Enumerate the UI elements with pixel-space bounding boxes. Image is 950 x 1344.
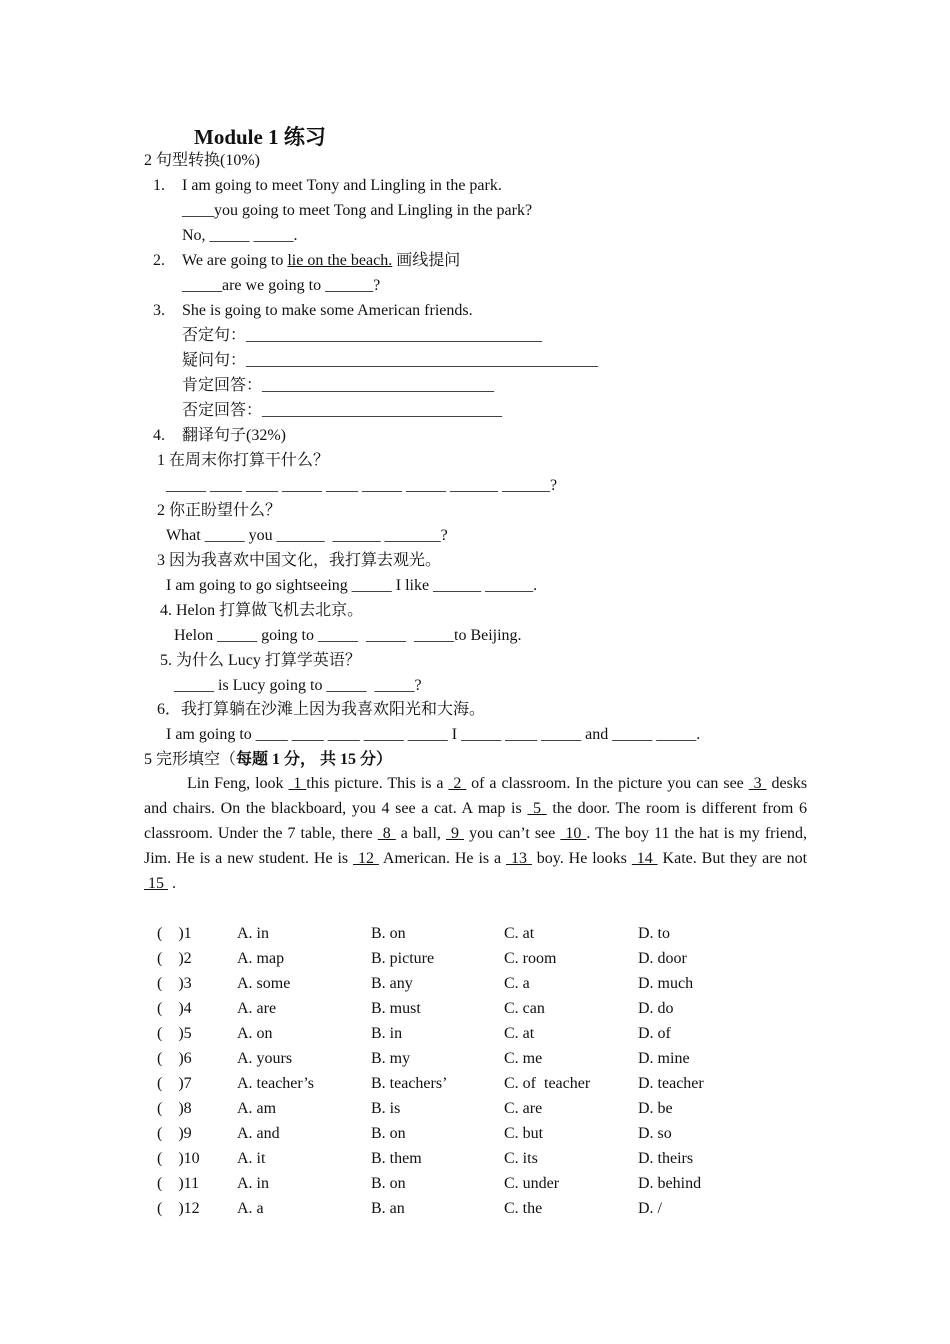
option-b: B. must bbox=[371, 1000, 421, 1017]
option-d: D. much bbox=[638, 975, 694, 992]
option-a: A. some bbox=[237, 975, 291, 992]
q2-sentence: We are going to lie on the beach. 画线提问 bbox=[182, 252, 461, 269]
translate-1-english: _____ ____ ____ _____ ____ _____ _____ ______ ______? bbox=[166, 477, 558, 494]
section2-heading: 2 句型转换(10%) bbox=[144, 152, 260, 169]
option-d: D. so bbox=[638, 1125, 672, 1142]
option-c: C. are bbox=[504, 1100, 543, 1117]
blank-number: 1 bbox=[288, 775, 307, 792]
blank-number: 13 bbox=[506, 850, 532, 867]
translate-5-english: _____ is Lucy going to _____ _____? bbox=[174, 677, 422, 694]
passage-text: . The boy 11 the hat is my friend, Jim. He is a new student. He is bbox=[144, 825, 808, 867]
option-b: B. teachers’ bbox=[371, 1075, 448, 1092]
option-c: C. a bbox=[504, 975, 530, 992]
page-title: Module 1 练习 bbox=[194, 125, 326, 149]
option-a: A. on bbox=[237, 1025, 273, 1042]
translate-5-chinese: 5. 为什么 Lucy 打算学英语？ bbox=[160, 652, 361, 669]
passage-text: of a classroom. In the picture you can see bbox=[466, 775, 749, 792]
option-a: A. teacher’s bbox=[237, 1075, 314, 1092]
option-c: C. the bbox=[504, 1200, 543, 1217]
q3-question-line: 疑问句：____________________________________________ bbox=[182, 352, 599, 369]
q4-heading: 翻译句子(32%) bbox=[182, 427, 286, 444]
passage-text: this picture. This is a bbox=[306, 775, 449, 792]
option-a: A. am bbox=[237, 1100, 277, 1117]
passage-text: Kate. But they are not bbox=[657, 850, 808, 867]
translate-2-english: What _____ you ______ ______ _______? bbox=[166, 527, 448, 544]
option-d: D. do bbox=[638, 1000, 674, 1017]
translate-6-chinese: 6．我打算躺在沙滩上因为我喜欢阳光和大海。 bbox=[157, 701, 486, 718]
option-c: C. of teacher bbox=[504, 1075, 591, 1092]
passage-text: you can’t see bbox=[464, 825, 561, 842]
question-number: ( )4 bbox=[157, 1000, 192, 1017]
passage-text: the door. The room is different from 6 classroom. Under the 7 table, there bbox=[144, 800, 808, 842]
q1-line3: No, _____ _____. bbox=[182, 227, 298, 244]
blank-number: 12 bbox=[353, 850, 379, 867]
blank-number: 8 bbox=[377, 825, 396, 842]
translate-3-english: I am going to go sightseeing _____ I like ______ ______. bbox=[166, 577, 538, 594]
blank-number: 5 bbox=[527, 800, 547, 817]
passage-text: boy. He looks bbox=[531, 850, 632, 867]
translate-1-chinese: 1 在周末你打算干什么？ bbox=[157, 452, 330, 469]
option-b: B. on bbox=[371, 925, 406, 942]
q4-number: 4. bbox=[153, 427, 165, 444]
option-a: A. map bbox=[237, 950, 285, 967]
option-c: C. can bbox=[504, 1000, 545, 1017]
blank-number: 10 bbox=[560, 825, 587, 842]
option-b: B. is bbox=[371, 1100, 401, 1117]
option-d: D. theirs bbox=[638, 1150, 694, 1167]
option-a: A. in bbox=[237, 1175, 269, 1192]
q3-sentence: She is going to make some American friends. bbox=[182, 302, 473, 319]
passage-text: a ball, bbox=[395, 825, 446, 842]
option-d: D. / bbox=[638, 1200, 662, 1217]
blank-number: 15 bbox=[144, 875, 168, 892]
option-c: C. its bbox=[504, 1150, 538, 1167]
option-b: B. them bbox=[371, 1150, 422, 1167]
passage-text: American. He is a bbox=[378, 850, 507, 867]
q2-underlined-phrase: lie on the beach. bbox=[287, 252, 393, 269]
q2-number: 2. bbox=[153, 252, 165, 269]
option-b: B. in bbox=[371, 1025, 403, 1042]
question-number: ( )12 bbox=[157, 1200, 200, 1217]
question-number: ( )5 bbox=[157, 1025, 192, 1042]
question-number: ( )2 bbox=[157, 950, 192, 967]
passage-text: Lin Feng, look bbox=[187, 775, 289, 792]
option-d: D. be bbox=[638, 1100, 673, 1117]
q1-sentence: I am going to meet Tony and Lingling in the park. bbox=[182, 177, 502, 194]
option-a: A. in bbox=[237, 925, 269, 942]
question-number: ( )9 bbox=[157, 1125, 192, 1142]
q3-negative-line: 否定句：_____________________________________ bbox=[182, 327, 543, 344]
cloze-passage bbox=[144, 771, 807, 896]
option-d: D. door bbox=[638, 950, 687, 967]
q3-yes-answer-line: 肯定回答：_____________________________ bbox=[182, 377, 495, 394]
option-d: D. behind bbox=[638, 1175, 702, 1192]
translate-6-english: I am going to ____ ____ ____ _____ _____ I _____ ____ _____ and _____ _____. bbox=[166, 726, 701, 743]
option-c: C. me bbox=[504, 1050, 543, 1067]
question-number: ( )11 bbox=[157, 1175, 200, 1192]
option-b: B. my bbox=[371, 1050, 411, 1067]
question-number: ( )8 bbox=[157, 1100, 192, 1117]
option-b: B. on bbox=[371, 1175, 406, 1192]
question-number: ( )10 bbox=[157, 1150, 200, 1167]
option-d: D. to bbox=[638, 925, 670, 942]
blank-number: 9 bbox=[445, 825, 465, 842]
blank-number: 3 bbox=[748, 775, 767, 792]
option-c: C. under bbox=[504, 1175, 560, 1192]
question-number: ( )6 bbox=[157, 1050, 192, 1067]
q1-line2: ____you going to meet Tong and Lingling in the park? bbox=[182, 202, 533, 219]
option-c: C. but bbox=[504, 1125, 544, 1142]
translate-3-chinese: 3 因为我喜欢中国文化，我打算去观光。 bbox=[157, 552, 442, 569]
q1-number: 1. bbox=[153, 177, 165, 194]
option-a: A. it bbox=[237, 1150, 266, 1167]
question-number: ( )7 bbox=[157, 1075, 192, 1092]
option-b: B. picture bbox=[371, 950, 435, 967]
option-d: D. mine bbox=[638, 1050, 690, 1067]
blank-number: 14 bbox=[631, 850, 658, 867]
option-c: C. at bbox=[504, 925, 535, 942]
option-a: A. and bbox=[237, 1125, 280, 1142]
option-c: C. at bbox=[504, 1025, 535, 1042]
q2-line2: _____are we going to ______? bbox=[182, 277, 381, 294]
question-number: ( )1 bbox=[157, 925, 192, 942]
option-a: A. a bbox=[237, 1200, 264, 1217]
section5-heading: 5 完形填空（每题 1 分， 共 15 分） bbox=[144, 751, 393, 768]
question-number: ( )3 bbox=[157, 975, 192, 992]
translate-2-chinese: 2 你正盼望什么？ bbox=[157, 502, 282, 519]
translate-4-chinese: 4. Helon 打算做飞机去北京。 bbox=[160, 602, 364, 619]
q3-number: 3. bbox=[153, 302, 165, 319]
option-a: A. are bbox=[237, 1000, 277, 1017]
passage-text: desks and chairs. On the blackboard, you 4 see a cat. A map is bbox=[144, 775, 808, 817]
blank-number: 2 bbox=[448, 775, 467, 792]
option-b: B. on bbox=[371, 1125, 406, 1142]
option-a: A. yours bbox=[237, 1050, 293, 1067]
option-d: D. of bbox=[638, 1025, 671, 1042]
option-b: B. an bbox=[371, 1200, 405, 1217]
passage-text: . bbox=[168, 875, 176, 892]
option-c: C. room bbox=[504, 950, 557, 967]
option-b: B. any bbox=[371, 975, 413, 992]
q3-no-answer-line: 否定回答：______________________________ bbox=[182, 402, 503, 419]
translate-4-english: Helon _____ going to _____ _____ _____to Beijing. bbox=[174, 627, 522, 644]
option-d: D. teacher bbox=[638, 1075, 704, 1092]
